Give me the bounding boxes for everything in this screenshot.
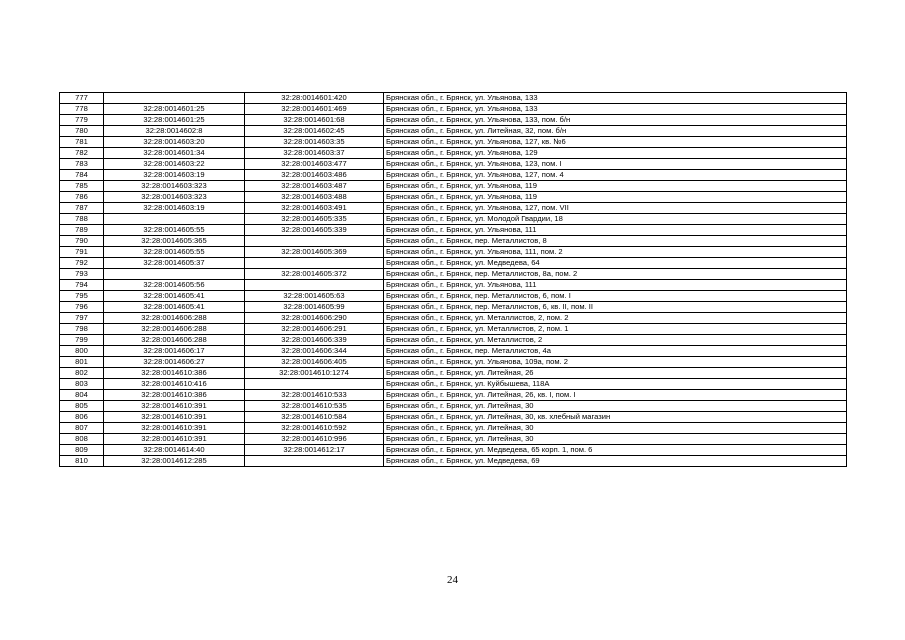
- building-number-cell: 32:28:0014602:45: [245, 126, 384, 137]
- land-parcel-number-cell: 32:28:0014610:391: [104, 412, 245, 423]
- address-cell: Брянская обл., г. Брянск, ул. Литейная, 32, пом. б/н: [384, 126, 847, 137]
- row-number-cell: 806: [60, 412, 104, 423]
- building-number-cell: 32:28:0014606:290: [245, 313, 384, 324]
- row-number-cell: 794: [60, 280, 104, 291]
- row-number-cell: 808: [60, 434, 104, 445]
- row-number-cell: 792: [60, 258, 104, 269]
- table-row: [60, 302, 847, 313]
- address-cell: Брянская обл., г. Брянск, ул. Ульянова, 111, пом. 2: [384, 247, 847, 258]
- address-cell: Брянская обл., г. Брянск, ул. Ульянова, 111: [384, 225, 847, 236]
- table-row: [60, 269, 847, 280]
- land-parcel-number-cell: 32:28:0014612:285: [104, 456, 245, 467]
- address-cell: Брянская обл., г. Брянск, ул. Молодой Гвардии, 18: [384, 214, 847, 225]
- address-cell: Брянская обл., г. Брянск, ул. Металлистов, 2, пом. 1: [384, 324, 847, 335]
- land-parcel-number-cell: 32:28:0014606:17: [104, 346, 245, 357]
- table-body: [60, 93, 847, 467]
- table-row: [60, 357, 847, 368]
- land-parcel-number-cell: 32:28:0014606:288: [104, 313, 245, 324]
- row-number-cell: 780: [60, 126, 104, 137]
- row-number-cell: 796: [60, 302, 104, 313]
- row-number-cell: 777: [60, 93, 104, 104]
- building-number-cell: 32:28:0014610:535: [245, 401, 384, 412]
- row-number-cell: 784: [60, 170, 104, 181]
- land-parcel-number-cell: 32:28:0014614:40: [104, 445, 245, 456]
- address-cell: Брянская обл., г. Брянск, ул. Ульянова, 119: [384, 181, 847, 192]
- land-parcel-number-cell: [104, 214, 245, 225]
- address-cell: Брянская обл., г. Брянск, пер. Металлистов, 8а, пом. 2: [384, 269, 847, 280]
- row-number-cell: 801: [60, 357, 104, 368]
- land-parcel-number-cell: 32:28:0014610:391: [104, 434, 245, 445]
- land-parcel-number-cell: 32:28:0014610:391: [104, 423, 245, 434]
- table-row: [60, 104, 847, 115]
- building-number-cell: 32:28:0014606:405: [245, 357, 384, 368]
- building-number-cell: 32:28:0014606:291: [245, 324, 384, 335]
- table-row: [60, 214, 847, 225]
- row-number-cell: 785: [60, 181, 104, 192]
- land-parcel-number-cell: 32:28:0014603:22: [104, 159, 245, 170]
- table-row: [60, 126, 847, 137]
- table-row: [60, 335, 847, 346]
- address-cell: Брянская обл., г. Брянск, ул. Металлистов, 2: [384, 335, 847, 346]
- table-row: [60, 456, 847, 467]
- row-number-cell: 778: [60, 104, 104, 115]
- building-number-cell: 32:28:0014605:369: [245, 247, 384, 258]
- building-number-cell: 32:28:0014603:35: [245, 137, 384, 148]
- land-parcel-number-cell: 32:28:0014601:25: [104, 104, 245, 115]
- building-number-cell: 32:28:0014603:487: [245, 181, 384, 192]
- building-number-cell: 32:28:0014610:533: [245, 390, 384, 401]
- row-number-cell: 781: [60, 137, 104, 148]
- row-number-cell: 787: [60, 203, 104, 214]
- address-cell: Брянская обл., г. Брянск, ул. Куйбышева, 118А: [384, 379, 847, 390]
- building-number-cell: 32:28:0014612:17: [245, 445, 384, 456]
- address-cell: Брянская обл., г. Брянск, ул. Литейная, 30: [384, 434, 847, 445]
- table-row: [60, 346, 847, 357]
- address-cell: Брянская обл., г. Брянск, пер. Металлистов, 6, кв. II, пом. II: [384, 302, 847, 313]
- address-cell: Брянская обл., г. Брянск, ул. Медведева, 65 корп. 1, пом. 6: [384, 445, 847, 456]
- row-number-cell: 799: [60, 335, 104, 346]
- table-row: [60, 445, 847, 456]
- address-cell: Брянская обл., г. Брянск, ул. Ульянова, 133: [384, 104, 847, 115]
- land-parcel-number-cell: 32:28:0014602:8: [104, 126, 245, 137]
- land-parcel-number-cell: 32:28:0014603:19: [104, 170, 245, 181]
- address-cell: Брянская обл., г. Брянск, ул. Медведева, 64: [384, 258, 847, 269]
- building-number-cell: 32:28:0014601:68: [245, 115, 384, 126]
- address-cell: Брянская обл., г. Брянск, пер. Металлистов, 6, пом. I: [384, 291, 847, 302]
- table-row: [60, 280, 847, 291]
- row-number-cell: 805: [60, 401, 104, 412]
- building-number-cell: 32:28:0014603:486: [245, 170, 384, 181]
- row-number-cell: 783: [60, 159, 104, 170]
- address-cell: Брянская обл., г. Брянск, ул. Литейная, 30: [384, 401, 847, 412]
- building-number-cell: 32:28:0014605:339: [245, 225, 384, 236]
- land-parcel-number-cell: 32:28:0014605:56: [104, 280, 245, 291]
- building-number-cell: [245, 456, 384, 467]
- table-row: [60, 115, 847, 126]
- building-number-cell: 32:28:0014605:372: [245, 269, 384, 280]
- row-number-cell: 800: [60, 346, 104, 357]
- address-cell: Брянская обл., г. Брянск, ул. Литейная, 26: [384, 368, 847, 379]
- row-number-cell: 797: [60, 313, 104, 324]
- address-cell: Брянская обл., г. Брянск, ул. Ульянова, 127, пом. 4: [384, 170, 847, 181]
- land-parcel-number-cell: 32:28:0014605:37: [104, 258, 245, 269]
- table-row: [60, 93, 847, 104]
- building-number-cell: [245, 379, 384, 390]
- building-number-cell: 32:28:0014610:1274: [245, 368, 384, 379]
- table-row: [60, 291, 847, 302]
- address-cell: Брянская обл., г. Брянск, ул. Ульянова, 133, пом. б/н: [384, 115, 847, 126]
- building-number-cell: 32:28:0014606:344: [245, 346, 384, 357]
- building-number-cell: [245, 236, 384, 247]
- land-parcel-number-cell: [104, 93, 245, 104]
- building-number-cell: 32:28:0014610:584: [245, 412, 384, 423]
- table-row: [60, 192, 847, 203]
- building-number-cell: 32:28:0014601:420: [245, 93, 384, 104]
- building-number-cell: 32:28:0014610:592: [245, 423, 384, 434]
- table-row: [60, 324, 847, 335]
- land-parcel-number-cell: 32:28:0014603:323: [104, 192, 245, 203]
- address-cell: Брянская обл., г. Брянск, ул. Литейная, 30, кв. хлебный магазин: [384, 412, 847, 423]
- row-number-cell: 802: [60, 368, 104, 379]
- row-number-cell: 810: [60, 456, 104, 467]
- row-number-cell: 803: [60, 379, 104, 390]
- land-parcel-number-cell: 32:28:0014610:386: [104, 390, 245, 401]
- table-row: [60, 225, 847, 236]
- table-row: [60, 423, 847, 434]
- table-row: [60, 258, 847, 269]
- table-row: [60, 148, 847, 159]
- address-cell: Брянская обл., г. Брянск, ул. Ульянова, 119: [384, 192, 847, 203]
- row-number-cell: 790: [60, 236, 104, 247]
- land-parcel-number-cell: 32:28:0014605:41: [104, 291, 245, 302]
- table-row: [60, 137, 847, 148]
- row-number-cell: 804: [60, 390, 104, 401]
- building-number-cell: 32:28:0014605:99: [245, 302, 384, 313]
- table-row: [60, 203, 847, 214]
- land-parcel-number-cell: 32:28:0014610:386: [104, 368, 245, 379]
- table-row: [60, 434, 847, 445]
- table-row: [60, 236, 847, 247]
- land-parcel-number-cell: 32:28:0014605:365: [104, 236, 245, 247]
- land-parcel-number-cell: 32:28:0014605:55: [104, 247, 245, 258]
- building-number-cell: 32:28:0014601:469: [245, 104, 384, 115]
- land-parcel-number-cell: 32:28:0014610:391: [104, 401, 245, 412]
- address-cell: Брянская обл., г. Брянск, ул. Медведева, 69: [384, 456, 847, 467]
- land-parcel-number-cell: [104, 269, 245, 280]
- row-number-cell: 788: [60, 214, 104, 225]
- table-row: [60, 159, 847, 170]
- table-row: [60, 390, 847, 401]
- building-number-cell: 32:28:0014603:491: [245, 203, 384, 214]
- table-row: [60, 181, 847, 192]
- building-number-cell: 32:28:0014605:335: [245, 214, 384, 225]
- address-cell: Брянская обл., г. Брянск, ул. Ульянова, 123, пом. I: [384, 159, 847, 170]
- building-number-cell: [245, 258, 384, 269]
- address-cell: Брянская обл., г. Брянск, ул. Металлистов, 2, пом. 2: [384, 313, 847, 324]
- table-row: [60, 313, 847, 324]
- row-number-cell: 779: [60, 115, 104, 126]
- table-row: [60, 379, 847, 390]
- row-number-cell: 809: [60, 445, 104, 456]
- address-cell: Брянская обл., г. Брянск, ул. Ульянова, 133: [384, 93, 847, 104]
- address-cell: Брянская обл., г. Брянск, ул. Ульянова, 127, пом. VII: [384, 203, 847, 214]
- table-row: [60, 412, 847, 423]
- row-number-cell: 795: [60, 291, 104, 302]
- land-parcel-number-cell: 32:28:0014606:288: [104, 324, 245, 335]
- address-cell: Брянская обл., г. Брянск, ул. Литейная, 30: [384, 423, 847, 434]
- land-parcel-number-cell: 32:28:0014601:25: [104, 115, 245, 126]
- row-number-cell: 798: [60, 324, 104, 335]
- table-row: [60, 247, 847, 258]
- land-parcel-number-cell: 32:28:0014603:323: [104, 181, 245, 192]
- land-parcel-number-cell: 32:28:0014603:19: [104, 203, 245, 214]
- table-row: [60, 401, 847, 412]
- land-parcel-number-cell: 32:28:0014610:416: [104, 379, 245, 390]
- land-parcel-number-cell: 32:28:0014605:41: [104, 302, 245, 313]
- table-row: [60, 368, 847, 379]
- building-number-cell: 32:28:0014605:63: [245, 291, 384, 302]
- building-number-cell: 32:28:0014603:488: [245, 192, 384, 203]
- address-cell: Брянская обл., г. Брянск, ул. Ульянова, 109а, пом. 2: [384, 357, 847, 368]
- address-cell: Брянская обл., г. Брянск, ул. Ульянова, 129: [384, 148, 847, 159]
- table-row: [60, 170, 847, 181]
- land-parcel-number-cell: 32:28:0014606:288: [104, 335, 245, 346]
- address-cell: Брянская обл., г. Брянск, ул. Ульянова, 127, кв. №6: [384, 137, 847, 148]
- page-number: 24: [447, 574, 458, 586]
- row-number-cell: 782: [60, 148, 104, 159]
- building-number-cell: 32:28:0014606:339: [245, 335, 384, 346]
- land-parcel-number-cell: 32:28:0014605:55: [104, 225, 245, 236]
- land-parcel-number-cell: 32:28:0014606:27: [104, 357, 245, 368]
- land-parcel-number-cell: 32:28:0014603:20: [104, 137, 245, 148]
- cadastral-register-table: [59, 92, 847, 467]
- address-cell: Брянская обл., г. Брянск, пер. Металлистов, 8: [384, 236, 847, 247]
- address-cell: Брянская обл., г. Брянск, ул. Ульянова, 111: [384, 280, 847, 291]
- address-cell: Брянская обл., г. Брянск, пер. Металлистов, 4а: [384, 346, 847, 357]
- row-number-cell: 791: [60, 247, 104, 258]
- land-parcel-number-cell: 32:28:0014601:34: [104, 148, 245, 159]
- row-number-cell: 807: [60, 423, 104, 434]
- row-number-cell: 789: [60, 225, 104, 236]
- building-number-cell: 32:28:0014603:37: [245, 148, 384, 159]
- building-number-cell: 32:28:0014603:477: [245, 159, 384, 170]
- address-cell: Брянская обл., г. Брянск, ул. Литейная, 26, кв. I, пом. I: [384, 390, 847, 401]
- row-number-cell: 793: [60, 269, 104, 280]
- row-number-cell: 786: [60, 192, 104, 203]
- building-number-cell: [245, 280, 384, 291]
- building-number-cell: 32:28:0014610:996: [245, 434, 384, 445]
